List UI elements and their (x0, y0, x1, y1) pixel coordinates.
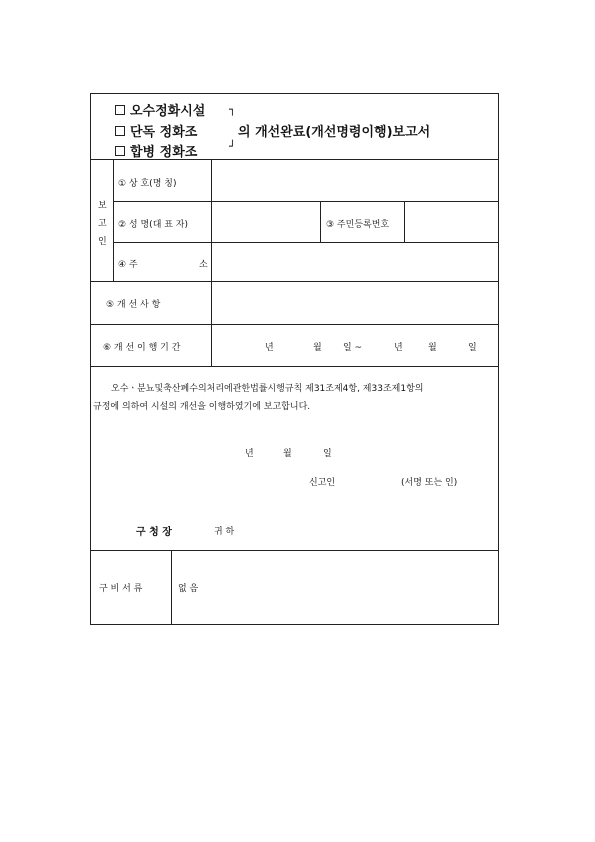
rule (171, 550, 172, 624)
period-year-1: 년 (265, 343, 274, 353)
title-option-label: 오수정화시설 (130, 104, 206, 119)
bracket-bottom: ┘ (229, 140, 236, 153)
business-name-field[interactable] (212, 160, 497, 200)
reporter-label-3: 인 (98, 237, 107, 247)
address-label: ④ 주 (118, 260, 138, 270)
date-day: 일 (323, 449, 332, 459)
date-month: 월 (283, 449, 292, 459)
signer-label: 신고인 (309, 478, 336, 488)
rule (91, 550, 498, 551)
attachments-label: 구 비 서 류 (99, 584, 143, 594)
resident-number-field[interactable] (405, 202, 497, 241)
period-day-1: 일 ~ (343, 343, 363, 353)
signature-note: (서명 또는 인) (401, 478, 458, 488)
bracket-top: ┐ (229, 103, 236, 116)
checkbox-sewage-facility[interactable] (115, 105, 125, 115)
rule (91, 366, 498, 367)
recipient-name: 구 청 장 (136, 527, 172, 538)
recipient-suffix: 귀 하 (214, 527, 235, 537)
attachments-value: 없 음 (178, 584, 199, 594)
improvement-label: ⑤ 개 선 사 항 (106, 300, 161, 310)
title-option-combined-septic[interactable] (115, 141, 197, 160)
name-label: ② 성 명(대 표 자) (118, 220, 189, 230)
report-form (90, 93, 499, 625)
resident-number-label: ③ 주민등록번호 (326, 220, 390, 230)
title-option-label: 합병 정화조 (130, 145, 198, 160)
rule (113, 159, 114, 281)
improvement-field[interactable] (212, 282, 497, 323)
title-option-sewage-facility[interactable] (115, 100, 205, 119)
rule (320, 201, 321, 242)
checkbox-single-septic[interactable] (115, 126, 125, 136)
title-option-single-septic[interactable] (115, 121, 197, 140)
period-month-1: 월 (313, 343, 322, 353)
body-text-line-1: 오수ㆍ분뇨및축산폐수의처리에관한법률시행규칙 제31조제4항, 제33조제1항의 (111, 384, 424, 394)
title-option-label: 단독 정화조 (130, 125, 198, 140)
checkbox-combined-septic[interactable] (115, 146, 125, 156)
period-label: ⑥ 개 선 이 행 기 간 (103, 343, 181, 353)
address-label-2: 소 (199, 260, 208, 270)
business-name-label: ① 상 호(명 칭) (118, 179, 177, 189)
reporter-label-2: 고 (98, 219, 107, 229)
reporter-label-1: 보 (98, 201, 107, 211)
body-text-line-2: 규정에 의하여 시설의 개선을 이행하였기에 보고합니다. (93, 402, 311, 412)
title-suffix: 의 개선완료(개선명령이행)보고서 (238, 125, 431, 140)
address-field[interactable] (212, 243, 497, 280)
period-day-2: 일 (468, 343, 477, 353)
name-field[interactable] (212, 202, 319, 241)
date-year: 년 (245, 449, 254, 459)
period-month-2: 월 (428, 343, 437, 353)
period-year-2: 년 (394, 343, 403, 353)
